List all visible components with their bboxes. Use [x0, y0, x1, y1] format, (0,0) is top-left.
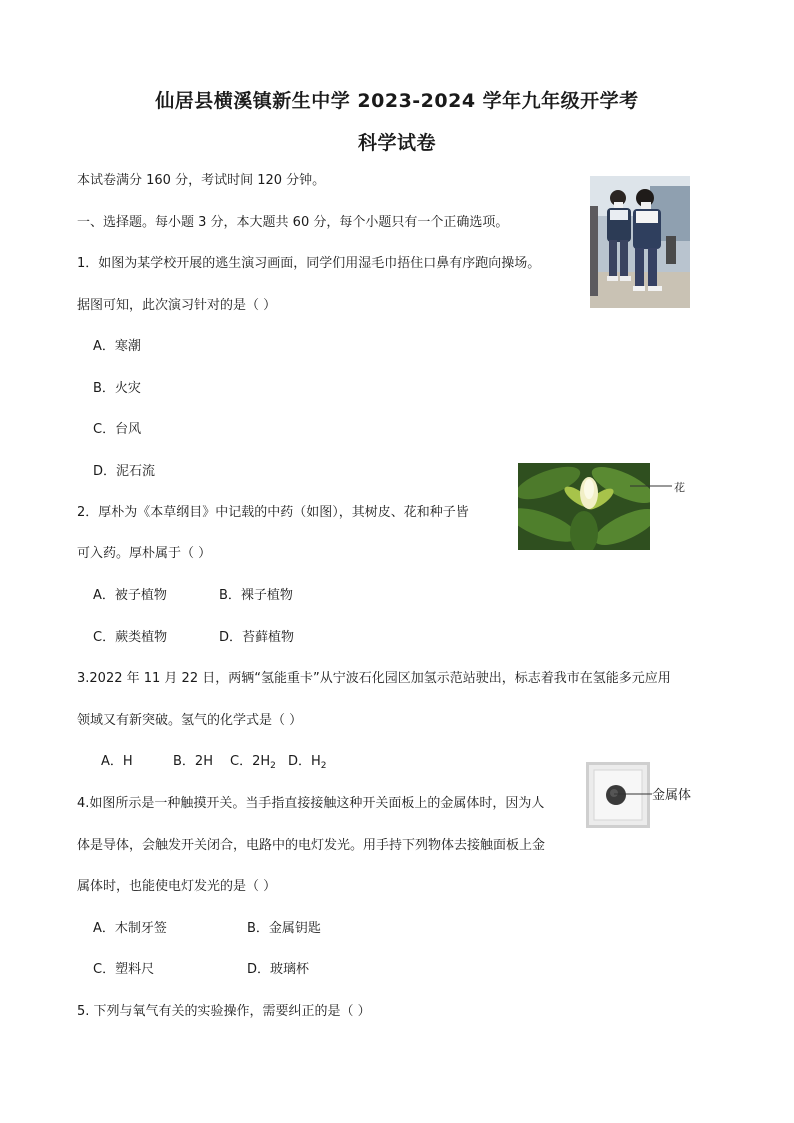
flower-callout-line [630, 480, 675, 490]
question-4-stem-line-3: 属体时，也能使电灯发光的是（ ） [77, 879, 277, 894]
question-1-option-d: D．泥石流 [93, 464, 156, 479]
question-4-stem-line-1: 4.如图所示是一种触摸开关。当手指直接接触这种开关面板上的金属体时，因为人 [77, 796, 545, 811]
question-1-option-a: A．寒潮 [93, 339, 141, 354]
question-4-option-a: A．木制牙签 [93, 921, 167, 936]
question-3-option-d-text: D．H [288, 754, 321, 769]
section-heading: 一、选择题。每小题 3 分，本大题共 60 分，每个小题只有一个正确选项。 [77, 215, 509, 230]
question-2-option-c: C．蕨类植物 [93, 630, 168, 645]
metal-callout-label: 金属体 [652, 788, 692, 803]
magnolia-photo [518, 463, 650, 550]
metal-callout-line [614, 789, 654, 799]
question-2-option-a: A．被子植物 [93, 588, 167, 603]
drill-photo [590, 176, 690, 308]
question-3-stem-line-1: 3.2022 年 11 月 22 日，两辆“氢能重卡”从宁波石化园区加氢示范站驶出，标志着我市在氢能多元应用 [77, 671, 671, 686]
question-3-option-d [288, 753, 327, 772]
drill-photo-graphic [590, 176, 690, 308]
question-4-option-d: D．玻璃杯 [247, 962, 310, 977]
question-3-stem-line-2: 领域又有新突破。氢气的化学式是（ ） [77, 713, 303, 728]
question-3-option-c-text: C．2H [230, 754, 271, 769]
question-4-stem-line-2: 体是导体，会触发开关闭合，电路中的电灯发光。用手持下列物体去接触面板上金 [77, 838, 546, 853]
question-4-option-b: B．金属钥匙 [247, 921, 321, 936]
question-3-option-d-subscript: 2 [320, 761, 327, 771]
question-2-stem-line-1: 2．厚朴为《本草纲目》中记载的中药（如图），其树皮、花和种子皆 [77, 505, 469, 520]
question-4-option-c: C．塑料尺 [93, 962, 155, 977]
question-3-option-b: B．2H [173, 754, 213, 769]
exam-title: 仙居县横溪镇新生中学 2023-2024 学年九年级开学考 [155, 90, 639, 112]
question-3-option-c [230, 753, 276, 772]
question-3-option-a: A．H [101, 754, 133, 769]
question-1-option-b: B．火灾 [93, 381, 141, 396]
question-3-option-c-subscript: 2 [270, 761, 276, 771]
question-1-option-c: C．台风 [93, 422, 142, 437]
question-5-stem-line-1: 5. 下列与氧气有关的实验操作，需要纠正的是（ ） [77, 1004, 371, 1019]
question-1-stem-line-1: 1．如图为某学校开展的逃生演习画面，同学们用湿毛巾捂住口鼻有序跑向操场。 [77, 256, 541, 271]
magnolia-photo-graphic [518, 463, 650, 550]
question-1-stem-line-2: 据图可知，此次演习针对的是（ ） [77, 298, 277, 313]
question-2-option-d: D．苔藓植物 [219, 630, 295, 645]
question-2-option-b: B．裸子植物 [219, 588, 293, 603]
question-2-stem-line-2: 可入药。厚朴属于（ ） [77, 546, 212, 561]
exam-info: 本试卷满分 160 分，考试时间 120 分钟。 [77, 173, 326, 188]
flower-callout-label: 花 [674, 481, 685, 494]
exam-subtitle: 科学试卷 [357, 132, 436, 154]
